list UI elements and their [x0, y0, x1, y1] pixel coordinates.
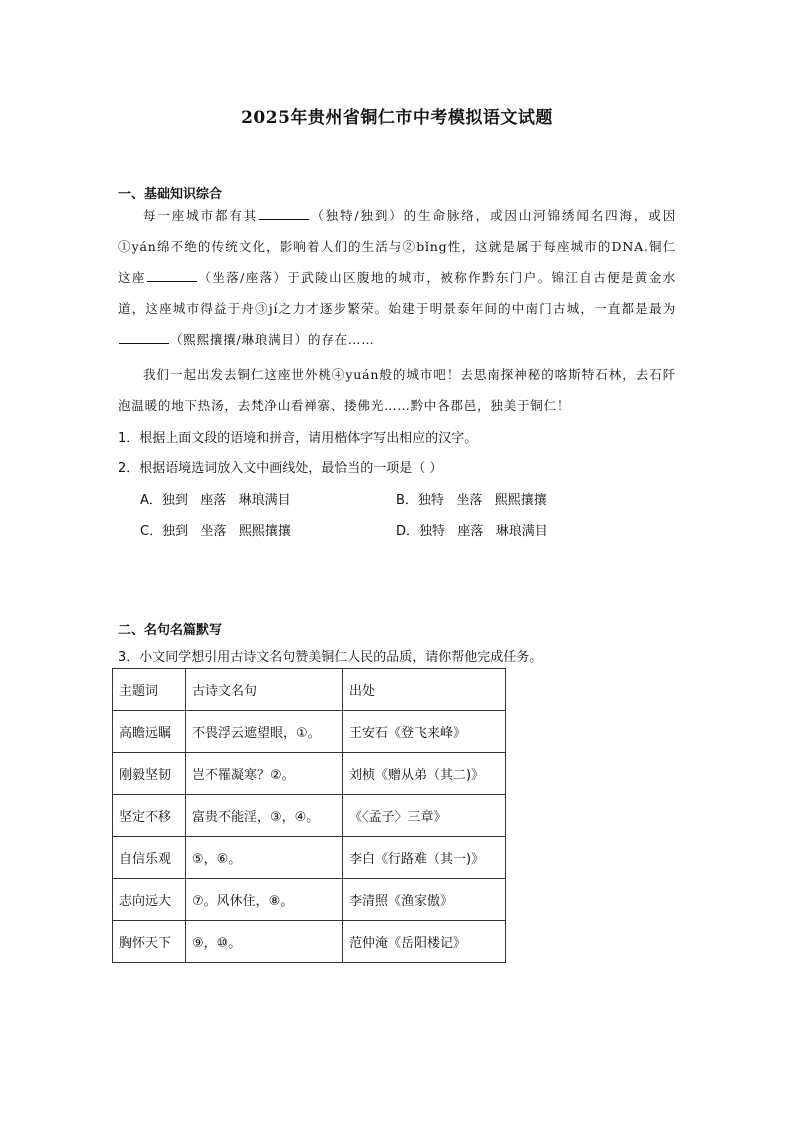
passage-text: 每一座城市都有其	[143, 208, 259, 223]
source-cell: 李白《行路难（其一)》	[343, 837, 506, 879]
table-header-cell: 主题词	[113, 669, 186, 711]
table-row	[113, 753, 506, 795]
section-heading-2: 二、名句名篇默写	[118, 623, 223, 638]
passage-text: （熙熙攘攘/琳琅满目）的存在……	[170, 332, 375, 347]
quote-table	[112, 668, 506, 963]
theme-cell: 自信乐观	[113, 837, 186, 879]
question-3: 3．小文同学想引用古诗文名句赞美铜仁人民的品质，请你帮他完成任务。	[118, 650, 543, 665]
table-header-cell: 出处	[343, 669, 506, 711]
source-cell: 李清照《渔家傲》	[343, 879, 506, 921]
table-row	[113, 795, 506, 837]
passage	[118, 200, 676, 421]
fill-blank-2[interactable]	[147, 269, 197, 282]
fill-blank-1[interactable]	[259, 207, 309, 220]
table-row	[113, 921, 506, 963]
theme-cell: 志向远大	[113, 879, 186, 921]
theme-cell: 刚毅坚韧	[113, 753, 186, 795]
theme-cell: 高瞻远瞩	[113, 711, 186, 753]
source-cell: 刘桢《赠从弟（其二)》	[343, 753, 506, 795]
source-cell: 范仲淹《岳阳楼记》	[343, 921, 506, 963]
section-heading-1: 一、基础知识综合	[118, 187, 223, 202]
option-b[interactable]: B．独特 坐落 熙熙攘攘	[396, 493, 547, 508]
quote-cell[interactable]: 不畏浮云遮望眼，①。	[186, 711, 343, 753]
source-cell: 《〈孟子〉三章》	[343, 795, 506, 837]
theme-cell: 坚定不移	[113, 795, 186, 837]
table-row	[113, 837, 506, 879]
passage-text: （独特/独到）的生命脉络，或因山河锦绣闻名四海，或因①yán绵不绝的传统文化，影响着人们的生活与②bǐng性，这就是属于每座城市的DNA.铜仁这座	[118, 208, 676, 285]
passage-paragraph-2: 我们一起出发去铜仁这座世外桃④yuán般的城市吧！去思南探神秘的喀斯特石林，去石阡泡温暖的地下热汤，去梵净山看禅寨、搂佛光……黔中各郡邑，独美于铜仁！	[118, 367, 676, 413]
quote-cell[interactable]: 富贵不能淫，③，④。	[186, 795, 343, 837]
quote-cell[interactable]: 岂不罹凝寒？②。	[186, 753, 343, 795]
question-1: 1．根据上面文段的语境和拼音，请用楷体字写出相应的汉字。	[118, 431, 478, 446]
table-row	[113, 879, 506, 921]
option-d[interactable]: D．独特 座落 琳琅满目	[396, 524, 548, 539]
fill-blank-3[interactable]	[119, 331, 169, 344]
source-cell: 王安石《登飞来峰》	[343, 711, 506, 753]
passage-text: （坐落/座落）于武陵山区腹地的城市，被称作黔东门户。锦江自古便是黄金水道，这座城市得益于舟③jí之力才逐步繁荣。始建于明景泰年间的中南门古城，一直都是最为	[118, 270, 676, 316]
table-row	[113, 711, 506, 753]
page-title: 2025年贵州省铜仁市中考模拟语文试题	[241, 108, 553, 128]
table-header-row	[113, 669, 506, 711]
option-a[interactable]: A．独到 座落 琳琅满目	[140, 493, 291, 508]
quote-cell[interactable]: ⑤，⑥。	[186, 837, 343, 879]
passage-paragraph-1	[118, 200, 676, 355]
quote-cell[interactable]: ⑨，⑩。	[186, 921, 343, 963]
question-2: 2．根据语境选词放入文中画线处，最恰当的一项是（ ）	[118, 461, 443, 476]
table-header-cell: 古诗文名句	[186, 669, 343, 711]
option-c[interactable]: C．独到 坐落 熙熙攘攘	[140, 524, 291, 539]
theme-cell: 胸怀天下	[113, 921, 186, 963]
quote-cell[interactable]: ⑦。风休住，⑧。	[186, 879, 343, 921]
